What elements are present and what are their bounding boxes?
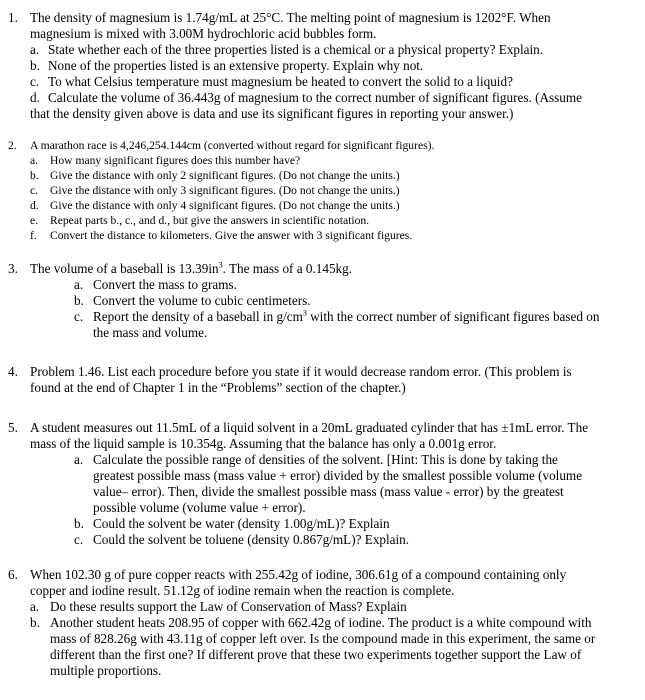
question-text-line xyxy=(30,261,352,276)
part-text-line: greatest possible mass (mass value + error) divided by the smallest possible volume (volume xyxy=(93,468,583,483)
question-number: 1. xyxy=(8,10,18,25)
question-text-line: mass of the liquid sample is 10.354g. Assuming that the balance has only a 0.001g error. xyxy=(30,436,497,451)
part-label: b. xyxy=(74,293,84,308)
question-text-line: Problem 1.46. List each procedure before you state if it would decrease random error. (This problem is xyxy=(30,364,572,379)
part-text-line: Another student heats 208.95 of copper with 662.42g of iodine. The product is a white compound with xyxy=(50,615,592,630)
part-label: f. xyxy=(30,229,37,242)
question-number: 6. xyxy=(8,567,18,582)
part-label: b. xyxy=(30,58,40,73)
part-text-line: Calculate the possible range of densities of the solvent. [Hint: This is done by taking the xyxy=(93,452,558,467)
part-text-line: Convert the distance to kilometers. Give the answer with 3 significant figures. xyxy=(50,229,413,242)
part-text-line: possible volume (volume value + error). xyxy=(93,500,306,515)
part-label: a. xyxy=(74,277,84,292)
part-label: c. xyxy=(74,532,84,547)
part-text-line: Do these results support the Law of Conservation of Mass? Explain xyxy=(50,599,407,614)
question-text-line: found at the end of Chapter 1 in the “Problems” section of the chapter.) xyxy=(30,380,406,395)
part-text-line: Could the solvent be water (density 1.00g/mL)? Explain xyxy=(93,516,390,531)
question-text-line: When 102.30 g of pure copper reacts with 255.42g of iodine, 306.61g of a compound containing only xyxy=(30,567,567,582)
question-text-line: The density of magnesium is 1.74g/mL at 25°C. The melting point of magnesium is 1202°F. When xyxy=(30,10,551,25)
part-text-line: multiple proportions. xyxy=(50,663,162,678)
part-text-line: the mass and volume. xyxy=(93,325,208,340)
question-number: 2. xyxy=(8,139,17,152)
part-text-line: Give the distance with only 4 significant figures. (Do not change the units.) xyxy=(50,199,400,212)
part-label: a. xyxy=(30,42,40,57)
part-text-line: To what Celsius temperature must magnesium be heated to convert the solid to a liquid? xyxy=(48,74,513,89)
part-label: c. xyxy=(74,309,84,324)
part-label: b. xyxy=(74,516,84,531)
question-text-line: magnesium is mixed with 3.00M hydrochloric acid bubbles form. xyxy=(30,26,377,41)
part-text-line: Give the distance with only 2 significant figures. (Do not change the units.) xyxy=(50,169,400,182)
part-text-line: None of the properties listed is an extensive property. Explain why not. xyxy=(48,58,424,73)
part-text-line: mass of 828.26g with 43.11g of copper left over. Is the compound made in this experiment, the same or xyxy=(50,631,596,646)
text-segment: with the correct number of significant figures based on xyxy=(306,309,600,324)
question-text-line: A student measures out 11.5mL of a liquid solvent in a 20mL graduated cylinder that has ±1mL error. The xyxy=(30,420,589,435)
part-text-line: Could the solvent be toluene (density 0.867g/mL)? Explain. xyxy=(93,532,410,547)
part-label: a. xyxy=(74,452,84,467)
part-text-line: Repeat parts b., c., and d., but give the answers in scientific notation. xyxy=(50,214,370,227)
part-text-line: different than the first one? If different prove that these two experiments together support the Law of xyxy=(50,647,582,662)
part-label: c. xyxy=(30,184,39,197)
part-text-line xyxy=(93,309,599,324)
part-label: d. xyxy=(30,90,40,105)
part-text-line: State whether each of the three properties listed is a chemical or a physical property? Explain. xyxy=(48,42,544,57)
question-text-line: copper and iodine result. 51.12g of iodine remain when the reaction is complete. xyxy=(30,583,455,598)
part-text-line: value– error). Then, divide the smallest possible mass (mass value - error) by the greatest xyxy=(93,484,564,499)
superscript: 3 xyxy=(218,260,223,270)
part-label: b. xyxy=(30,615,40,630)
part-label: d. xyxy=(30,199,39,212)
text-segment: The volume of a baseball is 13.39in xyxy=(30,261,219,276)
question-number: 3. xyxy=(8,261,18,276)
question-number: 4. xyxy=(8,364,18,379)
part-label: a. xyxy=(30,599,40,614)
text-segment: . The mass of a 0.145kg. xyxy=(222,261,353,276)
part-label: a. xyxy=(30,154,39,167)
part-text-line: Convert the volume to cubic centimeters. xyxy=(93,293,311,308)
question-text-line: A marathon race is 4,246,254.144cm (converted without regard for significant figures). xyxy=(30,139,435,152)
part-text-line: Give the distance with only 3 significant figures. (Do not change the units.) xyxy=(50,184,400,197)
question-number: 5. xyxy=(8,420,18,435)
superscript: 3 xyxy=(302,308,307,318)
part-text-line: Calculate the volume of 36.443g of magnesium to the correct number of significant figures. (Assume xyxy=(48,90,582,105)
part-text-line: that the density given above is data and use its significant figures in reporting your answer.) xyxy=(30,106,514,121)
part-label: e. xyxy=(30,214,39,227)
text-segment: Report the density of a baseball in g/cm xyxy=(93,309,303,324)
part-label: b. xyxy=(30,169,39,182)
part-text-line: How many significant figures does this number have? xyxy=(50,154,301,167)
part-label: c. xyxy=(30,74,40,89)
part-text-line: Convert the mass to grams. xyxy=(93,277,237,292)
